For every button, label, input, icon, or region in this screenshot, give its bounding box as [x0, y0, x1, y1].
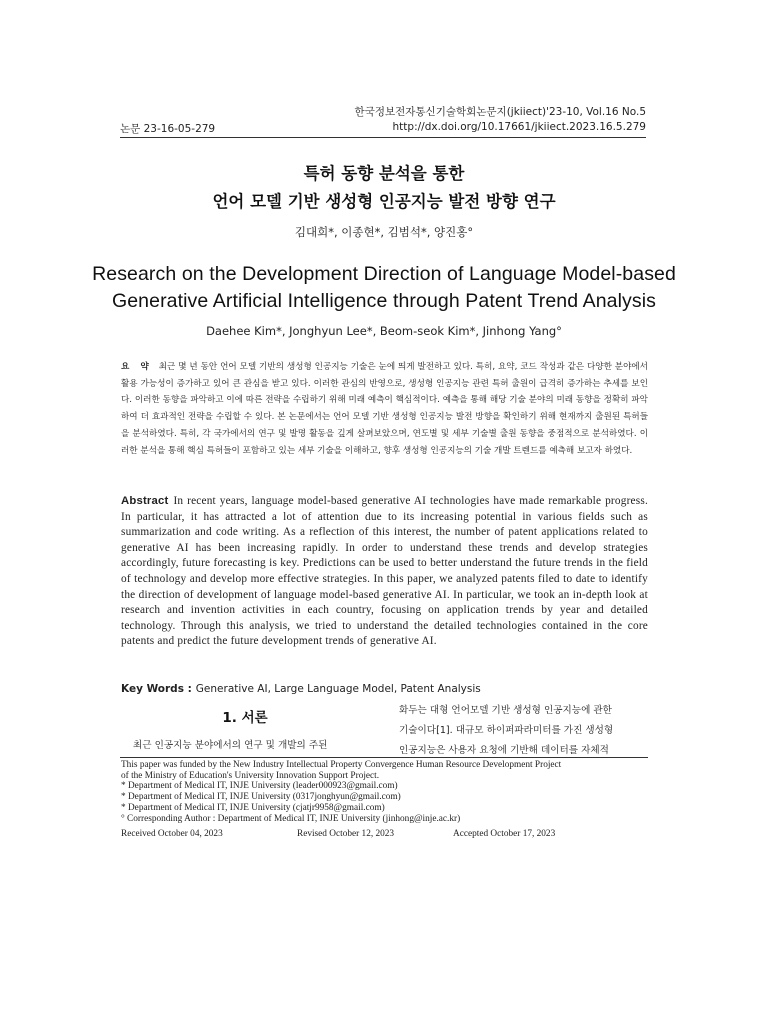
- body-line: 기술이다[1]. 대규모 하이퍼파라미터를 가진 생성형: [399, 725, 614, 736]
- korean-title-line-1: 특허 동향 분석을 통한: [303, 164, 465, 183]
- footnotes: [121, 760, 661, 824]
- footnote-divider: [120, 757, 648, 758]
- paper-number: 논문 23-16-05-279: [120, 123, 216, 135]
- body-paragraph: 최근 인공지능 분야에서의 연구 및 개발의 주된: [133, 740, 328, 751]
- english-title-line-1: Research on the Development Direction of Language Model-based: [92, 263, 676, 285]
- english-title-line-2: Generative Artificial Intelligence through Patent Trend Analysis: [111, 290, 657, 312]
- footnote-author: * Department of Medical IT, INJE University (cjatjr9958@gmail.com): [121, 802, 385, 813]
- body-line: 인공지능은 사용자 요청에 기반해 데이터를 자체적: [399, 745, 609, 756]
- footnote-corresponding-author: ° Corresponding Author : Department of Medical IT, INJE University (jinhong@inje.ac.kr): [121, 813, 461, 824]
- korean-abstract-text: 최근 몇 년 동안 언어 모델 기반의 생성형 인공지능 기술은 눈에 띄게 발전하고 있다. 특히, 요약, 코드 작성과 같은 다양한 분야에서 활용 가능성이 증가하고 있어 큰 관심을 받고 있다. 이러한 관심의 반영으로, 생성형 인공지능 관련 특허 출원이 급격히 증가하는 추세를 보인다. 이러한 동향을 파악하고 이에 따른 전략을 수립하기 위해 미래 예측이 핵심적이다. 예측을 통해 해당 기술 분야의 미래 동향을 정확히 파악하여 더 효과적인 전략을 수립할 수 있다. 본 논문에서는 언어 모델 기반 생성형 인공지능 발전 방향을 확인하기 위해 현재까지 출원된 특허들을 분석하였다. 특히, 각 국가에서의 연구 및 발명 활동을 깊게 살펴보았으며, 연도별 및 세부 기술별 출원 동향을 중점적으로 분석하였다. 이러한 분석을 통해 핵심 특허들이 포함하고 있는 세부 기술을 이해하고, 향후 생성형 인공지능의 기술 개발 트렌드를 예측해 보고자 하였다.: [121, 362, 648, 456]
- korean-abstract: [121, 359, 648, 459]
- received-date: Received October 04, 2023: [121, 829, 223, 839]
- header-meta-row: [120, 121, 646, 136]
- korean-abstract-label: 요 약: [121, 362, 153, 372]
- korean-authors: 김대희*, 이종현*, 김범석*, 양진홍°: [294, 225, 474, 239]
- section-heading-introduction: 1. 서론: [222, 710, 268, 726]
- english-authors: Daehee Kim*, Jonghyun Lee*, Beom-seok Kim*, Jinhong Yang°: [206, 324, 562, 338]
- footnote-funding-2: of the Ministry of Education's University Innovation Support Project.: [121, 770, 380, 781]
- keywords-label: Key Words :: [121, 683, 192, 695]
- body-right-column: [399, 701, 648, 761]
- footnote-funding-1: This paper was funded by the New Industry Intellectual Property Convergence Human Resource Development Project: [121, 760, 562, 770]
- english-abstract-text: In recent years, language model-based generative AI technologies have made remarkable progress. In particular, it has attracted a lot of attention due to its increasing potential in various fields such as summarization and code writing. As a reflection of this interest, the number of patent applications related to generative AI has been increasing rapidly. In order to understand these trends and develop strategies accordingly, future forecasting is key. Predictions can be used to better understand the future trends in the field of technology and develop more effective strategies. In this paper, we analyzed patents filed to date to identify the direction of development of language model-based generative AI. In particular, we took an in-depth look at research and invention activities in each country, focusing on application trends by year and detailed technology. Through this analysis, we tried to understand the detailed technologies contained in the core patents and predict the future development trends of generative AI.: [121, 495, 648, 648]
- accepted-date: Accepted October 17, 2023: [453, 829, 556, 839]
- keywords: [121, 683, 481, 695]
- revised-date: Revised October 12, 2023: [297, 829, 395, 839]
- keywords-text: Generative AI, Large Language Model, Patent Analysis: [195, 683, 481, 695]
- korean-title-line-2: 언어 모델 기반 생성형 인공지능 발전 방향 연구: [212, 192, 556, 211]
- journal-header: 한국정보전자통신기술학회논문지(jkiiect)'23-10, Vol.16 No.5: [354, 106, 646, 118]
- body-left-column: [121, 706, 369, 756]
- english-abstract-label: Abstract: [121, 495, 169, 507]
- english-abstract: [121, 494, 648, 650]
- footnote-author: * Department of Medical IT, INJE University (leader000923@gmail.com): [121, 781, 398, 792]
- body-line: 화두는 대형 언어모델 기반 생성형 인공지능에 관한: [399, 705, 612, 716]
- doi-link[interactable]: http://dx.doi.org/10.17661/jkiiect.2023.16.5.279: [392, 121, 646, 133]
- header-divider: [120, 137, 646, 138]
- footnote-author: * Department of Medical IT, INJE University (0317jonghyun@gmail.com): [121, 792, 401, 803]
